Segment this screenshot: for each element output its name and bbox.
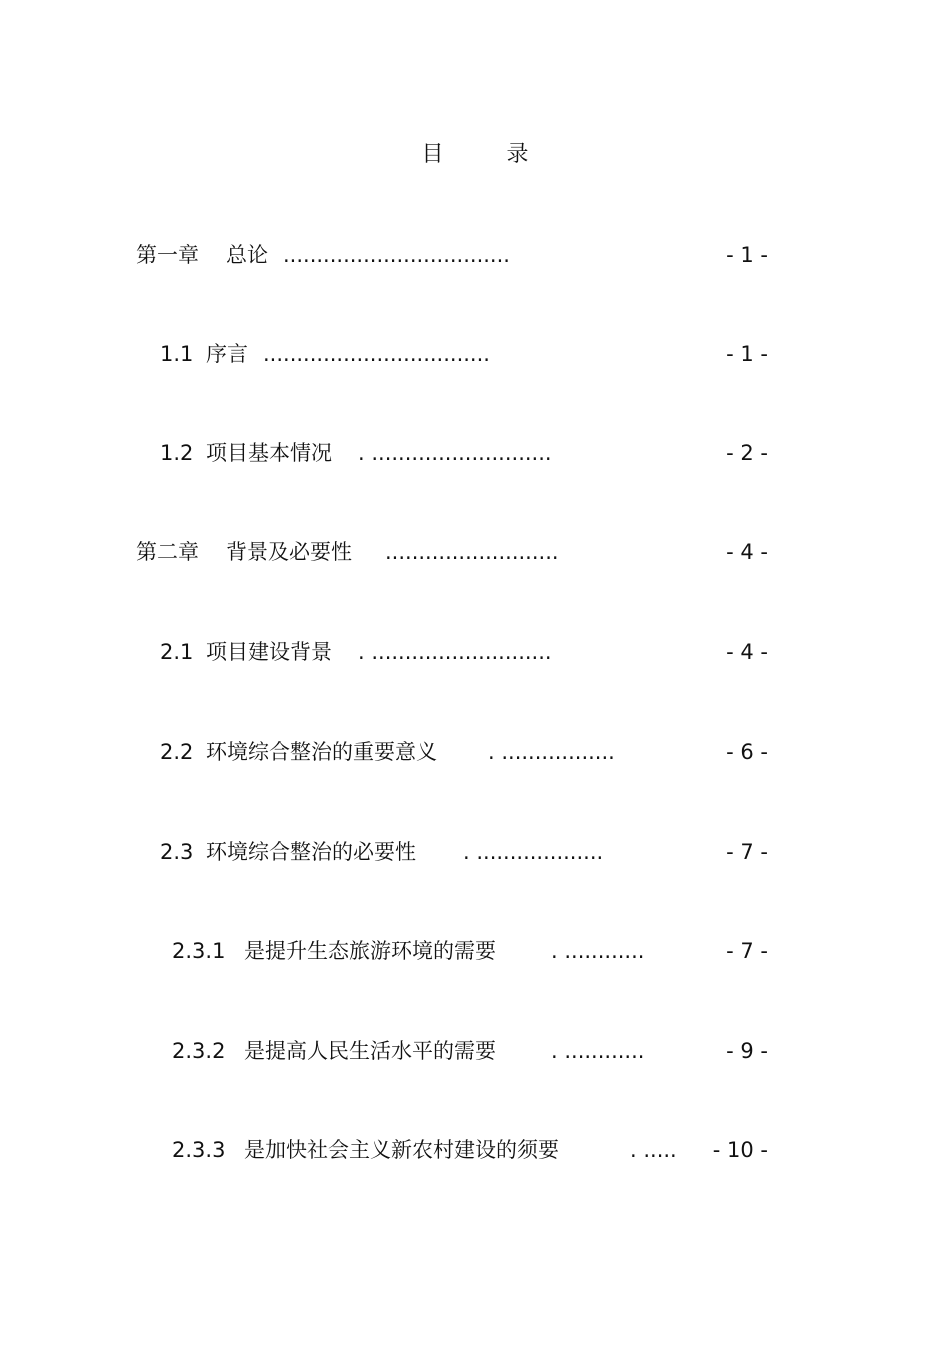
toc-entry-label: 总论 [226, 243, 268, 267]
toc-entry-2-3-1[interactable] [0, 934, 950, 968]
toc-entry-number: 2.1 [160, 640, 194, 664]
toc-entry-page: - 1 - [726, 342, 768, 366]
toc-entry-number: 1.2 [160, 441, 194, 465]
toc-entry-label: 序言 [206, 342, 248, 366]
toc-entry-page: - 9 - [726, 1039, 768, 1063]
toc-entry-1-1[interactable] [0, 337, 950, 371]
toc-entry-number: 2.2 [160, 740, 194, 764]
toc-entry-leader: .......................... [385, 540, 559, 564]
toc-entry-number: 第一章 [136, 243, 199, 267]
toc-entry-leader: . ........................... [358, 441, 552, 465]
toc-entry-number: 2.3.1 [172, 939, 226, 963]
toc-entry-leader: . ..... [630, 1138, 677, 1162]
toc-entry-page: - 7 - [726, 840, 768, 864]
toc-entry-label: 是提高人民生活水平的需要 [244, 1039, 496, 1063]
toc-entry-page: - 6 - [726, 740, 768, 764]
toc-entry-chapter-1[interactable] [0, 238, 950, 272]
toc-entry-number: 2.3.3 [172, 1138, 226, 1162]
toc-entry-leader: . ................... [463, 840, 604, 864]
toc-entry-label: 项目建设背景 [206, 640, 332, 664]
toc-entry-2-3-2[interactable] [0, 1034, 950, 1068]
toc-entry-leader: . ............ [551, 1039, 645, 1063]
toc-entry-leader: . ............ [551, 939, 645, 963]
toc-entry-2-1[interactable] [0, 635, 950, 669]
toc-entry-number: 2.3 [160, 840, 194, 864]
toc-entry-number: 1.1 [160, 342, 194, 366]
toc-entry-number: 第二章 [136, 540, 199, 564]
toc-title: 目 录 [421, 142, 557, 167]
toc-entry-label: 是加快社会主义新农村建设的须要 [244, 1138, 559, 1162]
toc-entry-label: 背景及必要性 [226, 540, 352, 564]
toc-entry-page: - 10 - [712, 1138, 768, 1162]
toc-entry-label: 环境综合整治的重要意义 [206, 740, 437, 764]
toc-entry-1-2[interactable] [0, 436, 950, 470]
toc-entry-chapter-2[interactable] [0, 535, 950, 569]
toc-entry-page: - 4 - [726, 640, 768, 664]
toc-entry-leader: . ................. [488, 740, 615, 764]
toc-entry-label: 环境综合整治的必要性 [206, 840, 416, 864]
toc-entry-leader: .................................. [263, 342, 490, 366]
toc-entry-leader: .................................. [283, 243, 510, 267]
toc-entry-label: 项目基本情况 [206, 441, 332, 465]
toc-entry-number: 2.3.2 [172, 1039, 226, 1063]
toc-entry-label: 是提升生态旅游环境的需要 [244, 939, 496, 963]
toc-entry-leader: . ........................... [358, 640, 552, 664]
toc-entry-page: - 4 - [726, 540, 768, 564]
toc-entry-page: - 1 - [726, 243, 768, 267]
toc-entry-2-3[interactable] [0, 835, 950, 869]
toc-entry-page: - 7 - [726, 939, 768, 963]
toc-entry-2-3-3[interactable] [0, 1133, 950, 1167]
toc-entry-page: - 2 - [726, 441, 768, 465]
toc-entry-2-2[interactable] [0, 735, 950, 769]
